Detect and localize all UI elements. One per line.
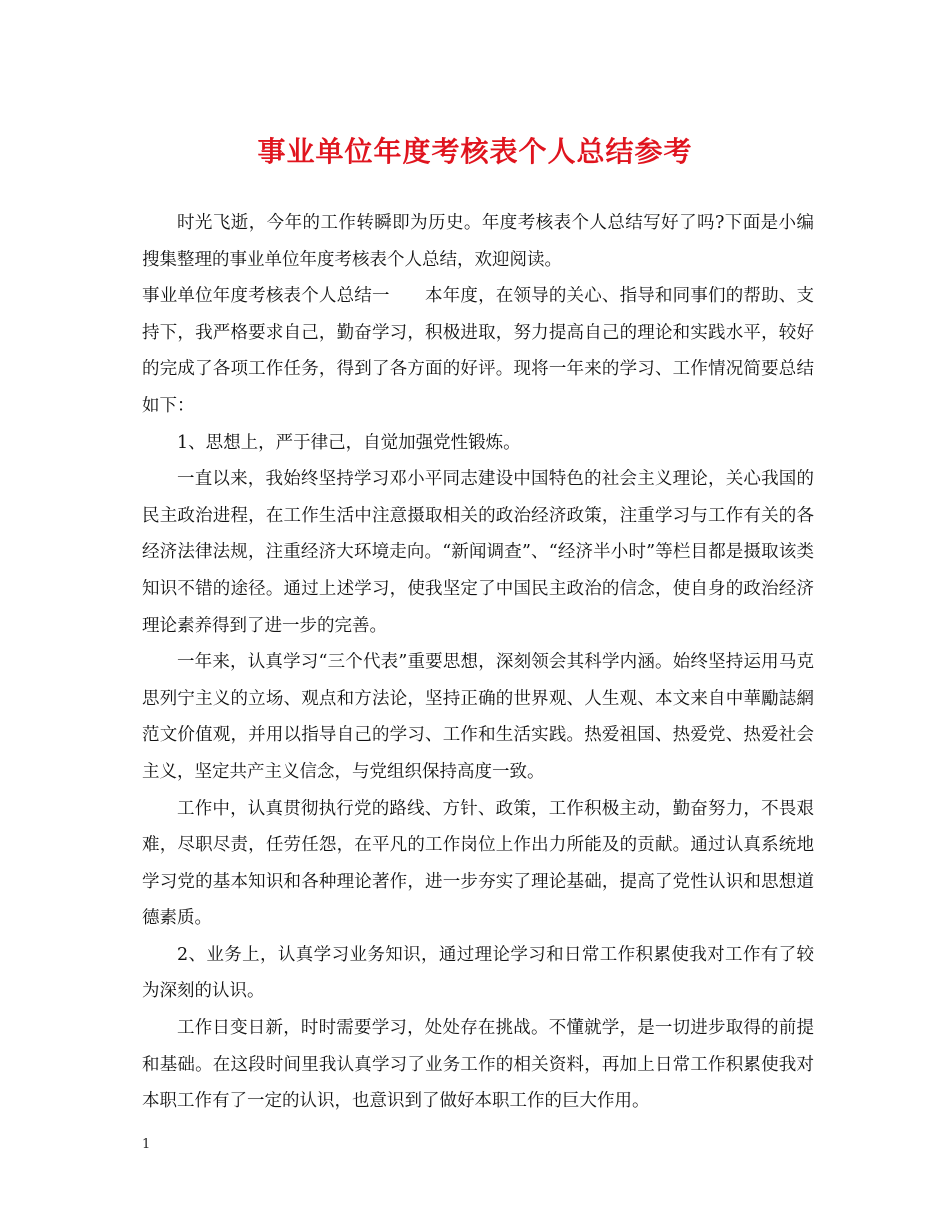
paragraph-business-learning: 工作日变日新，时时需要学习，处处存在挑战。不懂就学，是一切进步取得的前提和基础。在这段时间里我认真学习了业务工作的相关资料，再加上日常工作积累使我对本职工作有了一定的认识，也意识到了做好本职工作的巨大作用。 — [142, 1018, 814, 1112]
paragraph-intro: 时光飞逝，今年的工作转瞬即为历史。年度考核表个人总结写好了吗?下面是小编搜集整理的事业单位年度考核表个人总结，欢迎阅读。 — [142, 213, 814, 270]
document-body — [142, 205, 814, 1120]
paragraph-summary-one: 事业单位年度考核表个人总结一 本年度，在领导的关心、指导和同事们的帮助、支持下，我严格要求自己，勤奋学习，积极进取，努力提高自己的理论和实践水平，较好的完成了各项工作任务，得到了各方面的好评。现将一年来的学习、工作情况简要总结如下： — [142, 286, 814, 416]
page-number: 1 — [142, 1137, 151, 1152]
paragraph-work-attitude: 工作中，认真贯彻执行党的路线、方针、政策，工作积极主动，勤奋努力，不畏艰难，尽职尽责，任劳任怨，在平凡的工作岗位上作出力所能及的贡献。通过认真系统地学习党的基本知识和各种理论著作，进一步夯实了理论基础，提高了党性认识和思想道德素质。 — [142, 798, 814, 929]
section-heading-business: 2、业务上，认真学习业务知识，通过理论学习和日常工作积累使我对工作有了较为深刻的认识。 — [142, 944, 814, 1002]
paragraph-ideology-study: 一直以来，我始终坚持学习邓小平同志建设中国特色的社会主义理论，关心我国的民主政治进程，在工作生活中注意摄取相关的政治经济政策，注重学习与工作有关的各经济法律法规，注重经济大环境走向。“新闻调查”、“经济半小时”等栏目都是摄取该类知识不错的途径。通过上述学习，使我坚定了中国民主政治的信念，使自身的政治经济理论素养得到了进一步的完善。 — [142, 469, 814, 636]
paragraph-three-represents: 一年来，认真学习“三个代表”重要思想，深刻领会其科学内涵。始终坚持运用马克思列宁主义的立场、观点和方法论，坚持正确的世界观、人生观、本文来自中華勵誌網范文价值观，并用以指导自己的学习、工作和生活实践。热爱祖国、热爱党、热爱社会主义，坚定共产主义信念，与党组织保持高度一致。 — [142, 652, 814, 782]
document-title: 事业单位年度考核表个人总结参考 — [257, 135, 693, 168]
section-heading-ideology: 1、思想上，严于律己，自觉加强党性锻炼。 — [177, 432, 521, 453]
